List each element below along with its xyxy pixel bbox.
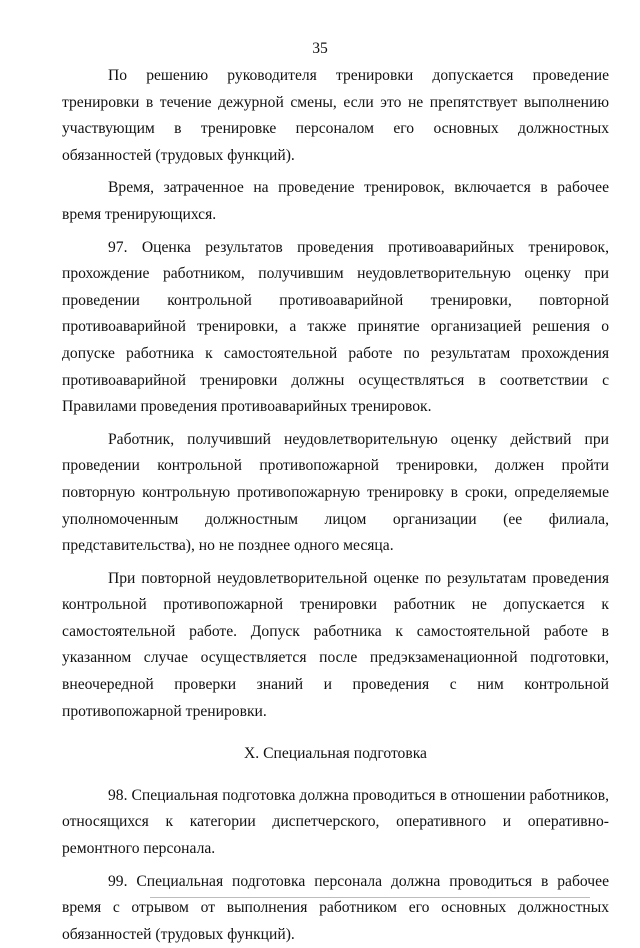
paragraph-97: 97. Оценка результатов проведения противоаварийных тренировок, прохождение работником, получившим неудовлетворительную оценку при проведении контрольной противоаварийной тренировки, повторной противоаварийной тренировки, а также принятие организацией решения о допуске работника к самостоятельной работе по результатам прохождения противоаварийной тренировки должны осуществляться в соответствии с Правилами проведения противоаварийных тренировок. [62,238,609,416]
paragraph-fire-training-repeat: Работник, получивший неудовлетворительную оценку действий при проведении контрольной противопожарной тренировки, должен пройти повторную контрольную противопожарную тренировку в сроки, определяемые уполномоченным должностным лицом организации (ее филиала, представительства), но не позднее одного месяца. [62,430,609,555]
paragraph-repeat-failure: При повторной неудовлетворительной оценке по результатам проведения контрольной противопожарной тренировки работник не допускается к самостоятельной работе. Допуск работника к самостоятельной работе в указанном случае осуществляется после предэкзаменационной подготовки, внеочередной проверки знаний и проведения с ним контрольной противопожарной тренировки. [62,569,609,720]
bottom-scan-line [150,897,590,898]
document-body [62,63,609,948]
section-heading-special-training: X. Специальная подготовка [244,745,427,763]
paragraph-training-time: Время, затраченное на проведение тренировок, включается в рабочее время тренирующихся. [62,179,609,223]
paragraph-99: 99. Специальная подготовка персонала должна проводиться в рабочее время с отрывом от выполнения работником его основных должностных обязанностей (трудовых функций). [62,872,609,943]
paragraph-training-shift: По решению руководителя тренировки допускается проведение тренировки в течение дежурной смены, если это не препятствует выполнению участвующим в тренировке персоналом его основных должностных обязанностей (трудовых функций). [62,67,609,164]
paragraph-98: 98. Специальная подготовка должна проводиться в отношении работников, относящихся к категории диспетчерского, оперативного и оперативно-ремонтного персонала. [62,786,609,858]
page-number: 35 [312,40,328,57]
